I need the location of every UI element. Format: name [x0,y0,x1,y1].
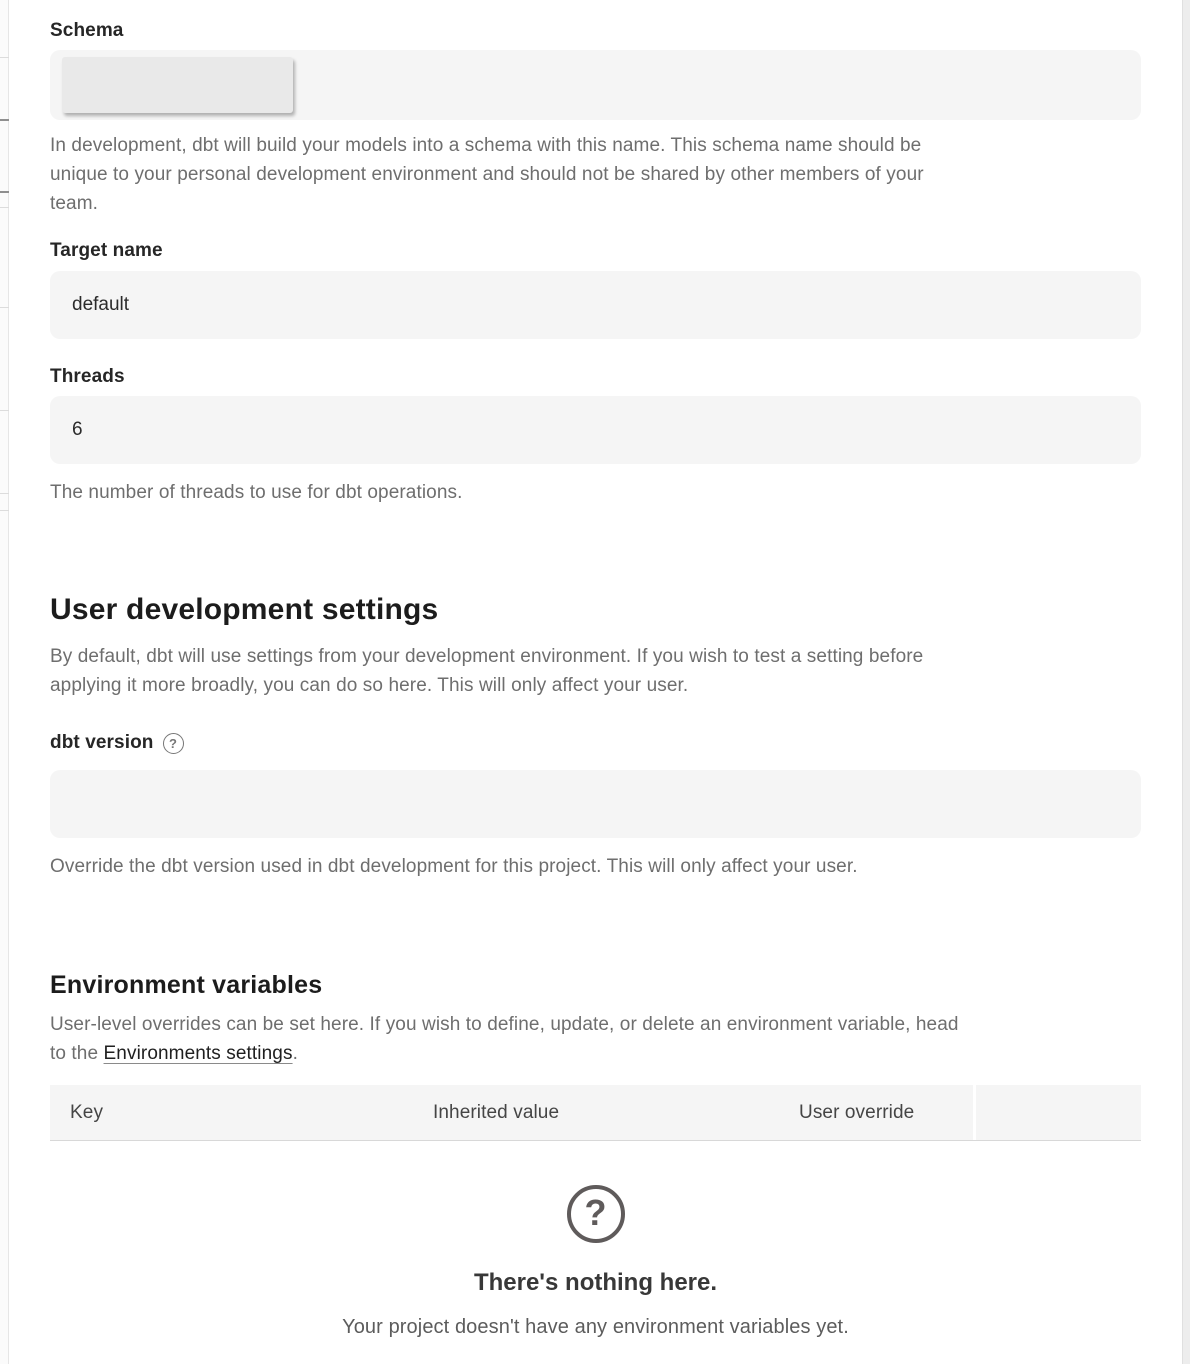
settings-content [50,20,1141,1339]
column-header-key: Key [50,1085,433,1140]
env-vars-table-header [50,1085,1141,1141]
schema-input[interactable] [50,50,1141,120]
target-name-label: Target name [50,240,163,261]
env-description-suffix: . [292,1043,298,1064]
target-name-input[interactable] [50,271,1141,339]
threads-help-text: The number of threads to use for dbt operations. [50,482,463,503]
dbt-version-help-text: Override the dbt version used in dbt development for this project. This will only affect your user. [50,856,858,877]
empty-state-title: There's nothing here. [473,1269,718,1296]
left-panel-row-divider [0,510,9,511]
env-vars-empty-state [50,1185,1141,1339]
empty-state-subtitle: Your project doesn't have any environment variables yet. [342,1316,849,1338]
environment-variables-heading: Environment variables [50,971,323,999]
left-panel-row-divider [0,119,9,121]
left-panel-row-divider [0,410,9,411]
left-panel-row-divider [0,207,9,208]
left-panel-row-divider [0,307,9,308]
left-panel-row-divider [0,191,9,193]
column-header-actions [976,1085,1141,1140]
left-panel-row-divider [0,57,9,58]
scrollbar-track[interactable] [1182,0,1190,1364]
environment-variables-description: User-level overrides can be set here. If you wish to define, update, or delete an environment variable, head to the Environments settings. [50,1014,959,1064]
help-icon[interactable]: ? [163,733,184,754]
threads-input[interactable] [50,396,1141,464]
dbt-version-label: dbt version [50,732,154,753]
user-development-settings-heading: User development settings [50,593,439,626]
column-header-user-override: User override [799,1085,973,1140]
dbt-version-label-row [50,732,1141,754]
schema-help-text: In development, dbt will build your models into a schema with this name. This schema name should be unique to your personal development environment and should not be shared by other members of your team. [50,135,924,214]
redacted-value-block [62,57,293,113]
environments-settings-link[interactable]: Environments settings [103,1043,293,1064]
dbt-version-input[interactable] [50,770,1141,838]
column-header-inherited-value: Inherited value [433,1085,799,1140]
user-development-settings-description: By default, dbt will use settings from your development environment. If you wish to test a setting before applying it more broadly, you can do so here. This will only affect your user. [50,646,924,696]
question-mark-circle-icon: ? [567,1185,625,1243]
left-panel-edge [0,0,9,1364]
left-panel-row-divider [0,493,9,494]
env-description-prefix: to the [50,1043,104,1064]
threads-label: Threads [50,366,125,387]
schema-label: Schema [50,20,124,41]
